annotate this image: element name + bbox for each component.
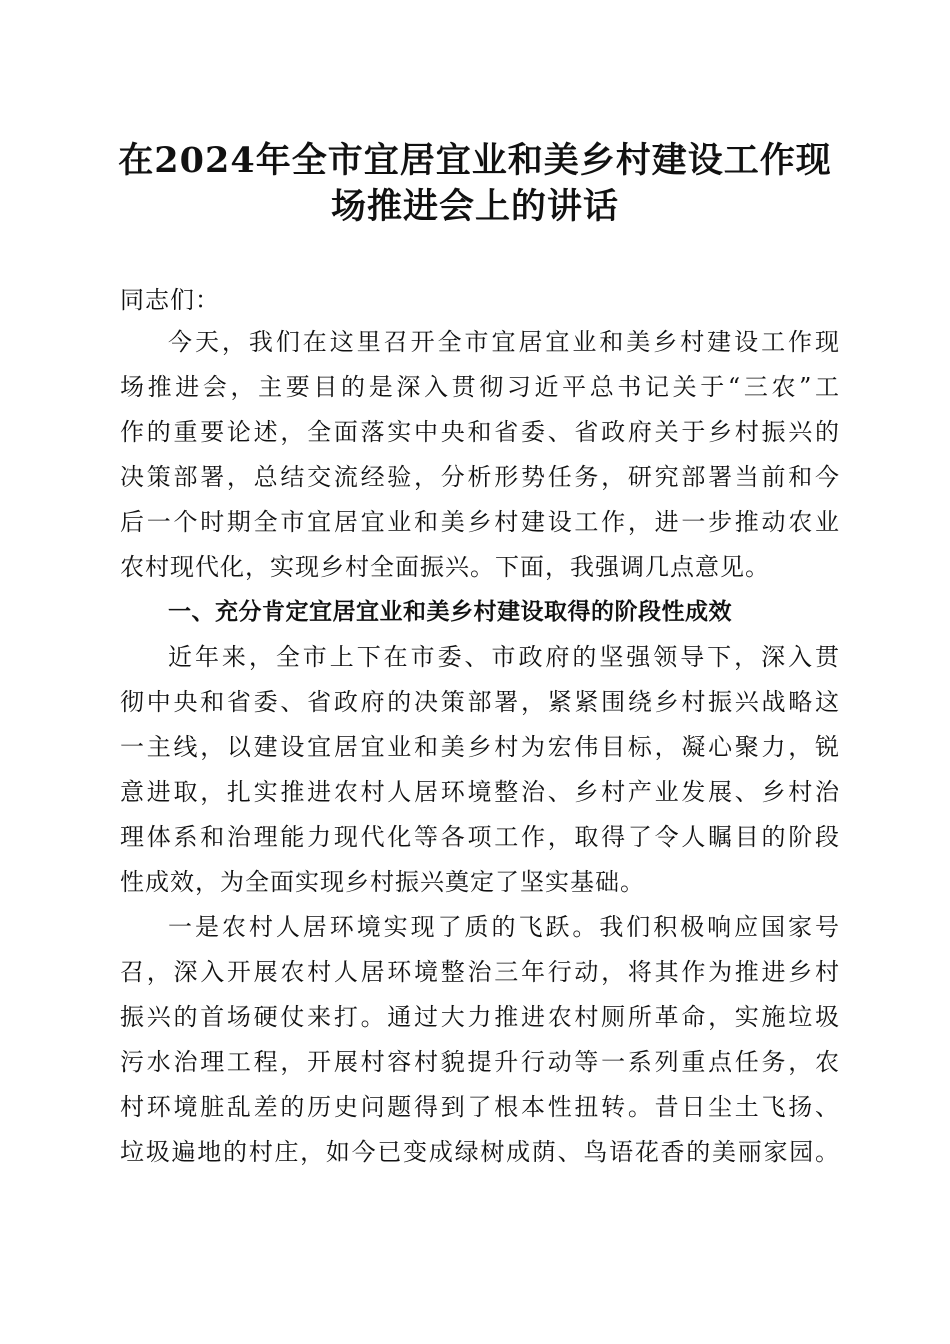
paragraph-line: 振兴的首场硬仗来打。通过大力推进农村厕所革命，实施垃圾 bbox=[120, 1003, 840, 1031]
paragraph-line: 召，深入开展农村人居环境整治三年行动，将其作为推进乡村 bbox=[120, 958, 840, 986]
paragraph-line: 意进取，扎实推进农村人居环境整治、乡村产业发展、乡村治 bbox=[120, 778, 840, 806]
document-title-line-2: 场推进会上的讲话 bbox=[330, 186, 619, 227]
section-heading: 一、充分肯定宜居宜业和美乡村建设取得的阶段性成效 bbox=[168, 599, 732, 625]
paragraph-line: 作的重要论述，全面落实中央和省委、省政府关于乡村振兴的 bbox=[120, 418, 840, 446]
paragraph-line: 污水治理工程，开展村容村貌提升行动等一系列重点任务，农 bbox=[120, 1048, 840, 1076]
paragraph-line: 农村现代化，实现乡村全面振兴。下面，我强调几点意见。 bbox=[120, 553, 770, 581]
paragraph-line: 理体系和治理能力现代化等各项工作，取得了令人瞩目的阶段 bbox=[120, 823, 840, 851]
paragraph-line: 一是农村人居环境实现了质的飞跃。我们积极响应国家号 bbox=[168, 913, 840, 941]
paragraph-line: 彻中央和省委、省政府的决策部署，紧紧围绕乡村振兴战略这 bbox=[120, 688, 840, 716]
paragraph-line: 决策部署，总结交流经验，分析形势任务，研究部署当前和今 bbox=[120, 463, 840, 491]
paragraph-line: 一主线，以建设宜居宜业和美乡村为宏伟目标，凝心聚力，锐 bbox=[120, 733, 840, 761]
paragraph-line: 近年来，全市上下在市委、市政府的坚强领导下，深入贯 bbox=[168, 643, 840, 671]
salutation: 同志们： bbox=[120, 286, 220, 314]
paragraph-line: 场推进会，主要目的是深入贯彻习近平总书记关于“三农”工 bbox=[120, 373, 840, 401]
paragraph-line: 性成效，为全面实现乡村振兴奠定了坚实基础。 bbox=[120, 868, 645, 896]
paragraph-line: 后一个时期全市宜居宜业和美乡村建设工作，进一步推动农业 bbox=[120, 508, 840, 536]
paragraph-line: 村环境脏乱差的历史问题得到了根本性扭转。昔日尘土飞扬、 bbox=[120, 1093, 840, 1121]
paragraph-line: 今天，我们在这里召开全市宜居宜业和美乡村建设工作现 bbox=[168, 328, 840, 356]
paragraph-line: 垃圾遍地的村庄，如今已变成绿树成荫、鸟语花香的美丽家园。 bbox=[120, 1138, 840, 1166]
document-title-line-1: 在2024年全市宜居宜业和美乡村建设工作现 bbox=[118, 140, 832, 181]
